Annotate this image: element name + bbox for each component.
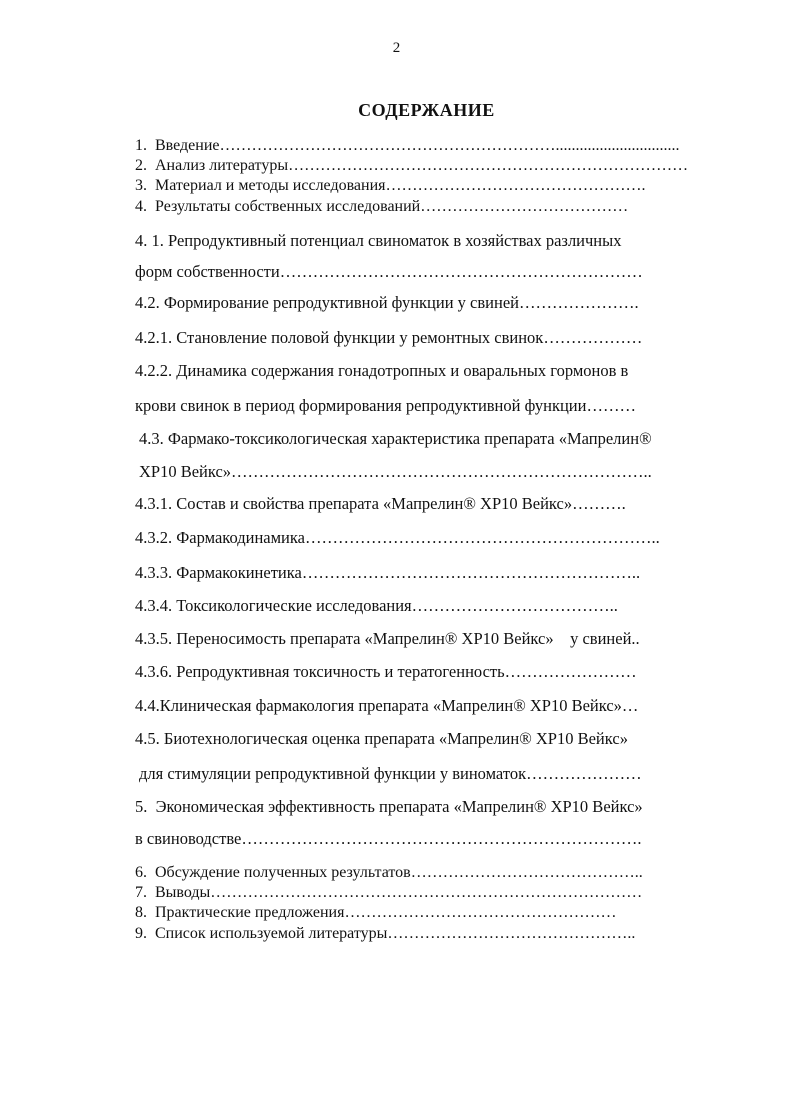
page-title: СОДЕРЖАНИЕ	[358, 100, 495, 120]
toc-entry: для стимуляции репродуктивной функции у виноматок…………………	[139, 764, 642, 783]
toc-entry: 4.3.1. Состав и свойства препарата «Мапрелин® ХР10 Вейкс»……….	[135, 494, 626, 513]
toc-entry: 4.3.2. Фармакодинамика………………………………………………………..	[135, 528, 660, 547]
toc-entry: 6. Обсуждение полученных результатов……………………………………..	[135, 864, 643, 881]
toc-entry: 7. Выводы………………………………………………………………………	[135, 884, 643, 901]
toc-entry: 4.3.3. Фармакокинетика……………………………………………………..	[135, 563, 641, 582]
toc-entry: 4.4.Клиническая фармакология препарата «Мапрелин® ХР10 Вейкс»…	[135, 696, 639, 715]
toc-entry: ХР10 Вейкс»…………………………………………………………………..	[139, 462, 652, 481]
toc-entry: 5. Экономическая эффективность препарата «Мапрелин® ХР10 Вейкс»	[135, 797, 643, 816]
toc-entry: в свиноводстве……………………………………………………………….	[135, 829, 642, 848]
toc-entry: 2. Анализ литературы…………………………………………………………………	[135, 157, 689, 174]
toc-entry: 4.3. Фармако-токсикологическая характеристика препарата «Мапрелин®	[139, 429, 652, 448]
toc-entry: 3. Материал и методы исследования………………………………………….	[135, 177, 646, 194]
toc-entry: 4. 1. Репродуктивный потенциал свиноматок в хозяйствах различных	[135, 231, 622, 250]
toc-entry: 4. Результаты собственных исследований…………………………………	[135, 198, 629, 215]
toc-entry: 4.2. Формирование репродуктивной функции у свиней………………….	[135, 293, 639, 312]
toc-entry: 4.2.2. Динамика содержания гонадотропных и оваральных гормонов в	[135, 361, 629, 380]
toc-entry: 9. Список используемой литературы………………………………………..	[135, 925, 636, 942]
toc-entry: 4.3.6. Репродуктивная токсичность и тератогенность……………………	[135, 662, 637, 681]
toc-entry: форм собственности…………………………………………………………	[135, 262, 643, 281]
toc-entry: 1. Введение………………………………………………………...............................	[135, 137, 680, 154]
toc-entry: 4.2.1. Становление половой функции у ремонтных свинок………………	[135, 328, 643, 347]
page-number: 2	[392, 40, 401, 56]
toc-entry: крови свинок в период формирования репродуктивной функции………	[135, 396, 636, 415]
toc-entry: 4.3.5. Переносимость препарата «Мапрелин® ХР10 Вейкс» у свиней..	[135, 629, 640, 648]
toc-entry: 4.5. Биотехнологическая оценка препарата «Мапрелин® ХР10 Вейкс»	[135, 729, 628, 748]
toc-entry: 8. Практические предложения……………………………………………	[135, 904, 617, 921]
toc-entry: 4.3.4. Токсикологические исследования………………………………..	[135, 596, 618, 615]
